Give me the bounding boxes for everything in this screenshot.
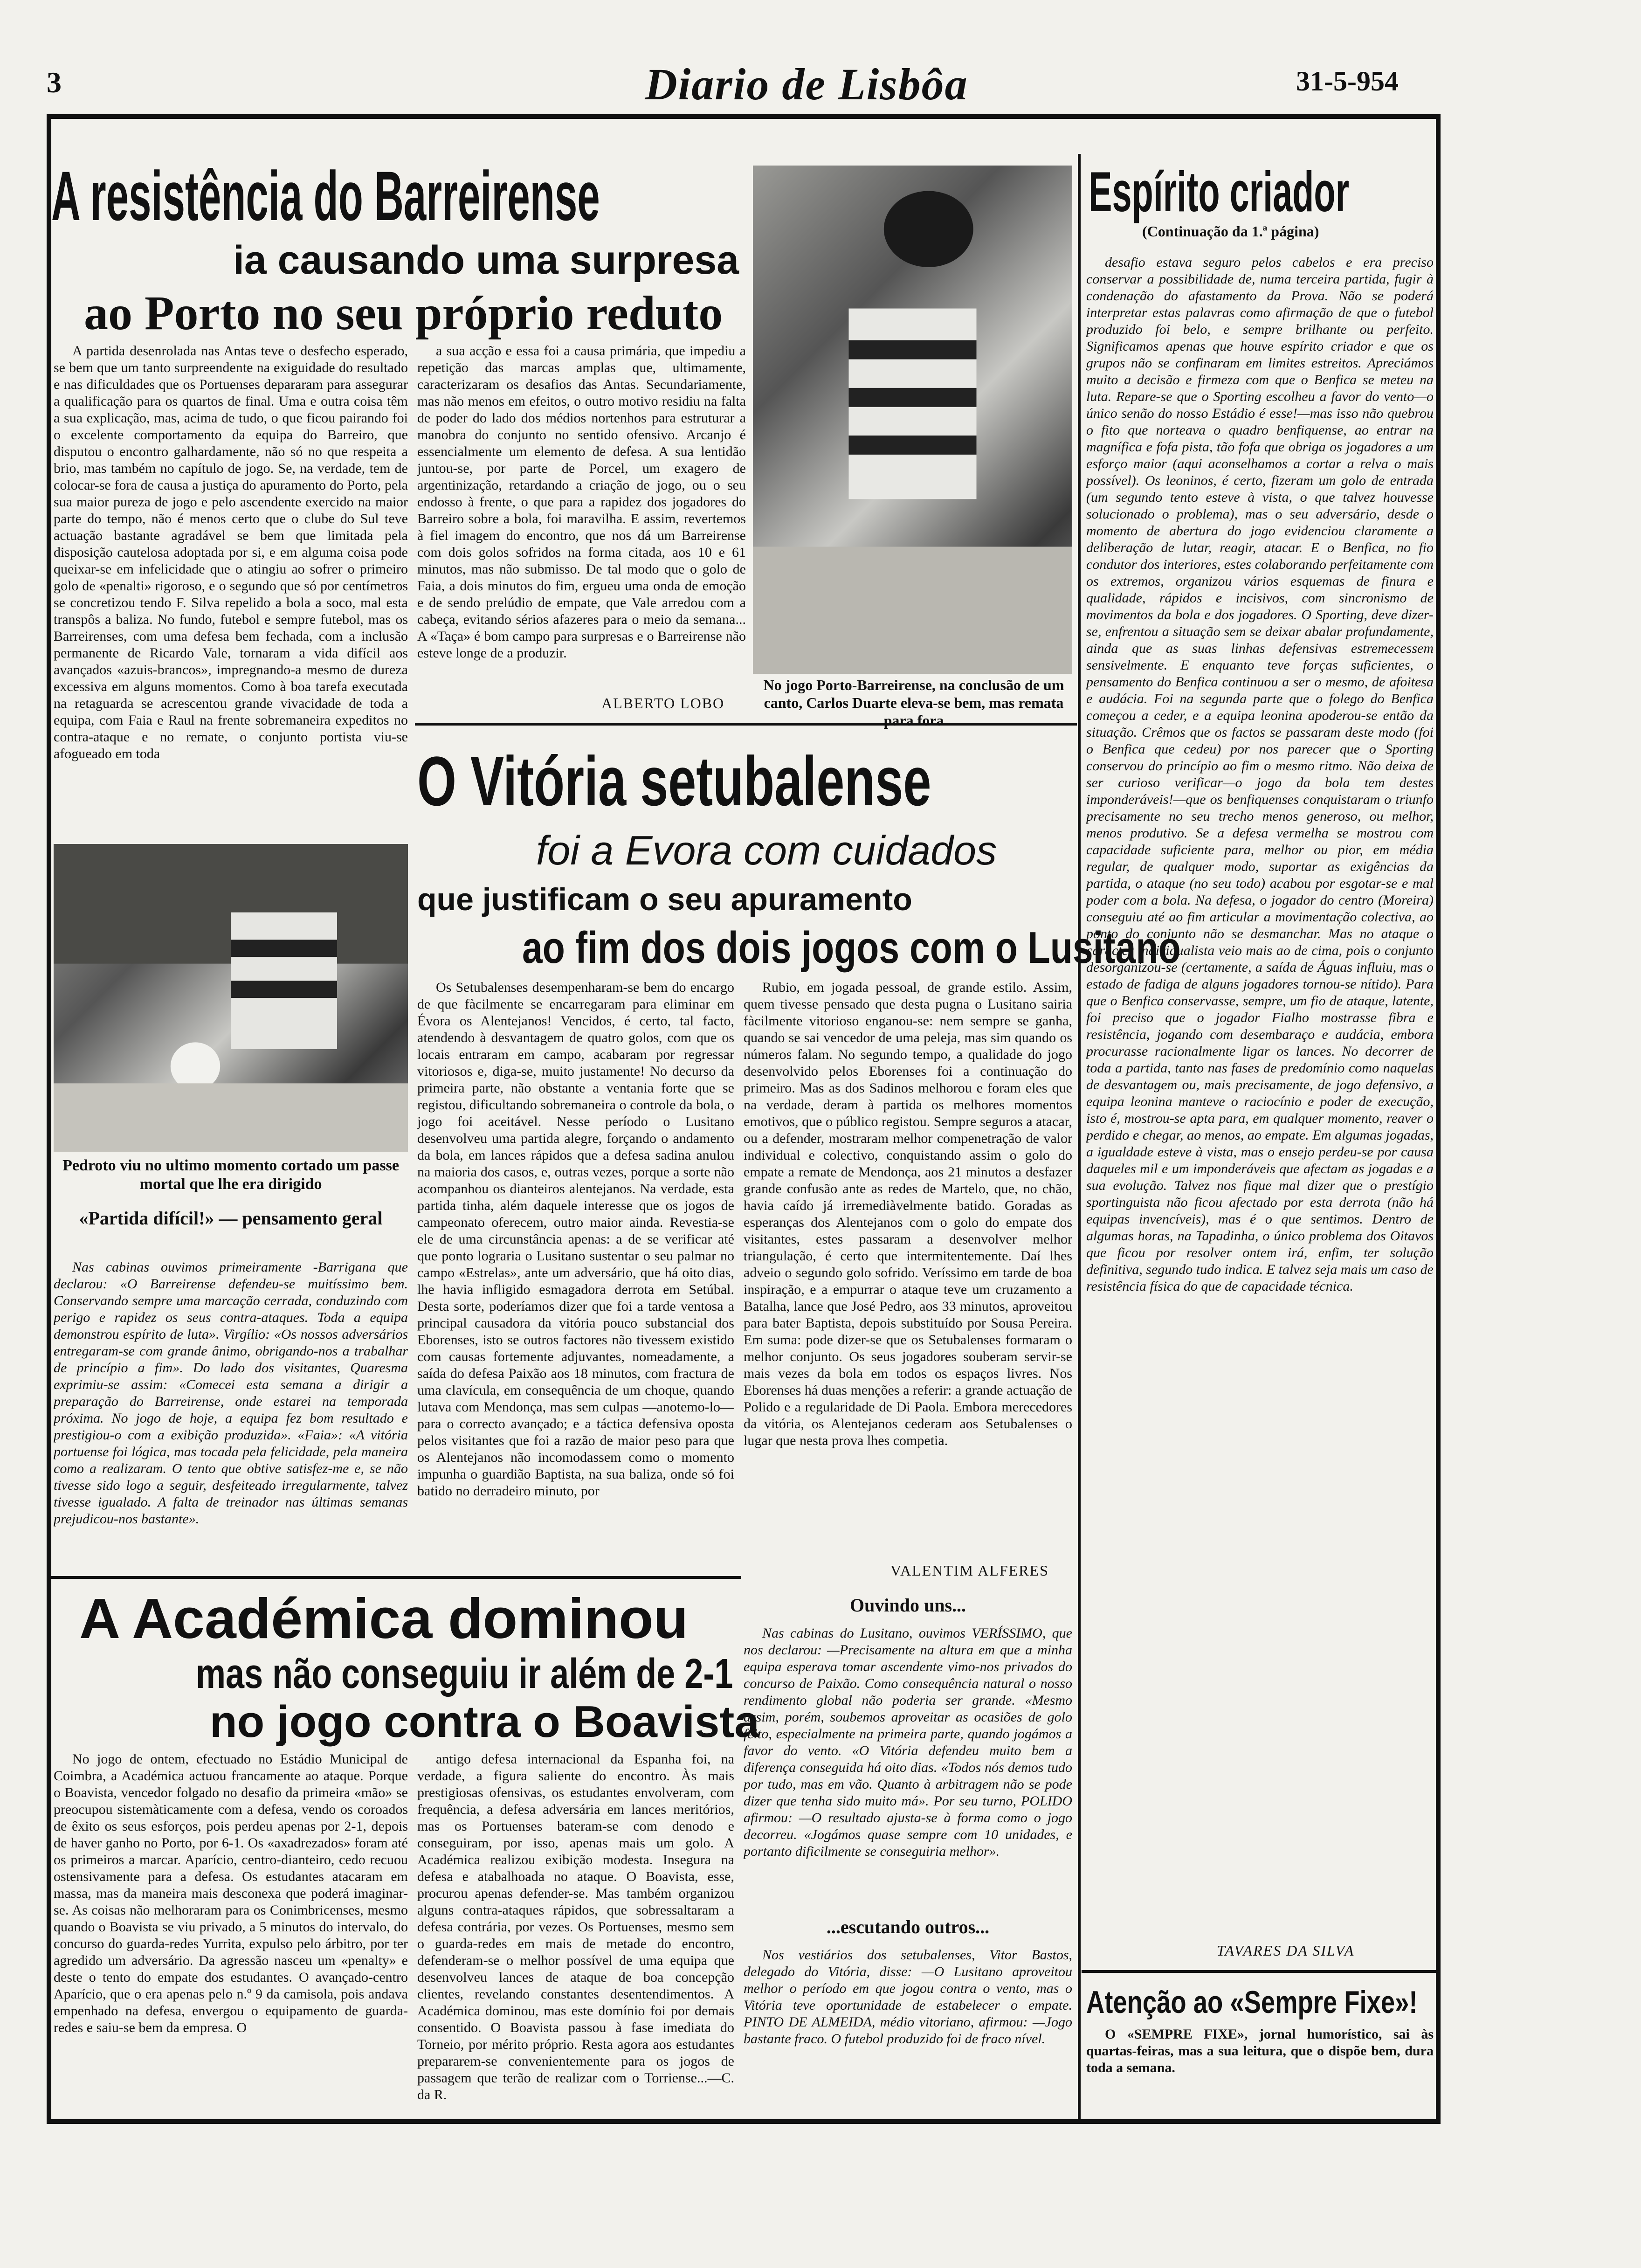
photo-shapes	[753, 166, 1072, 674]
subhead-boavista: no jogo contra o Boavista	[210, 1697, 759, 1747]
headline-sempre-fixe: Atenção ao «Sempre Fixe»!	[1086, 1984, 1418, 2020]
article-vitoria-col2: Rubio, em jogada pessoal, de grande estilo. Assim, quem tivesse pensado que desta pugna o Lusitano sairia fàcilmente vitorioso enganou-se: nem sempre se ganha, quando se sai vencedor de uma peleja, mas sim quando os números falam. No segundo tempo, a qualidade do jogo desenvolvido pelos Eborenses foi a continuação do primeiro. Mas as dos Sadinos melhorou e foram eles que na verdade, deram à partida os melhores momentos emotivos, que o público registou. Sempre seguros a atacar, ou a defender, mostraram melhor compenetração de valor individual e colectivo, conquistando assim o golo do empate a remate de Mendonça, aos 21 minutos a desfazer grande confusão ante as redes de Martelo, que, no chão, havia caído já irremediàvelmente batido. Goradas as esperanças dos Alentejanos com o golo do empate dos visitantes, estes passaram a desenvolver melhor triangulação, é certo que intermitentemente. Daí lhes adveio o segundo golo sofrido. Veríssimo em tarde de boa inspiração, e a empurrar o ataque teve um cruzamento a Batalha, lance que José Pedro, aos 33 minutos, aproveitou para bater Baptista, depois substituído por Sousa Pereira. Em suma: pode dizer-se que os Setubalenses formaram o melhor conjunto. Os seus jogadores souberam servir-se mais vezes da bola em todos os espaços livres. Nos Eborenses há duas menções a referir: a grande actuação de Polido e a regularidade de Di Paola. Embora merecedores da vitória, os Alentejanos cederam aos Setubalenses o lugar que nesta prova lhes competia.	[744, 980, 1072, 1448]
article-barreirense-col2: a sua acção e essa foi a causa primária, que impediu a repetição das marcas amplas que, ultimamente, caracterizaram os desafios das Antas. Secundariamente, mas não menos em efeitos, o outro motivo residiu na falta de poder do lado dos médios nortenhos para estruturar a manobra do conjunto no sentido ofensivo. Arcanjo é essencialmente um elemento de defesa. A sua lentidão juntou-se, por parte de Porcel, um exagero de argentinização, retardando a criação de jogo, ou o seu endosso à frente, o que para a rapidez dos jogadores do Barreiro sobre a bola, foi maravilha. E assim, revertemos à fiel imagem do encontro, que nos dá um Barreirense com dois golos sofridos na forma citada, aos 10 e 61 minutos, mas não submisso. De tal modo que o golo de Faia, a dois minutos do fim, ergueu uma onda de emoção e de sendo prelúdio de empate, que Vale arredou com a cabeça, evitando sérios afazeres para o meio da semana... A «Taça» é bom campo para surpresas e o Barreirense não esteve longe de a produzir.	[417, 343, 746, 661]
article-academica-col2: antigo defesa internacional da Espanha foi, na verdade, a figura saliente do encontro. Às mais prestigiosas ofensivas, os estudantes envolveram, com frequência, a defesa adversária em lances meritórios, mas os Portuenses bateram-se com denodo e conseguiram, por isso, apenas mais um golo. A Académica realizou exibição modesta. Insegura na defesa e atabalhoada no ataque. O Boavista, esse, procurou apenas defender-se. Mas também organizou alguns contra-ataques rápidos, que sobressaltaram a defesa contrária, por vezes. Os Portuenses, mesmo sem o guarda-redes em mais de metade do encontro, defenderam-se o melhor possível de uma equipa que desenvolveu lances de ataque de boa concepção clientes, revelando constantes desentendimentos. A Académica dominou, mas este domínio foi por demais consentido. O Boavista passou à fase imediata do Torneio, por mérito próprio. Resta agora aos estudantes prepararem-se convenientemente para os jogos de passagem que terão de realizar com o Torriense...—C. da R.	[417, 1751, 734, 2102]
sidebar-escutando-body: Nos vestiários dos setubalenses, Vitor Bastos, delegado do Vitória, disse: —O Lusitano aproveitou melhor o período em que jogou contra o vento, mas o Vitória teve oportunidade de estabelecer o empate. PINTO DE ALMEIDA, médio vitoriano, afirmou: —Jogo bastante fraco. O futebol produzido foi de fraco nível.	[744, 1947, 1072, 2047]
sidebar-ouvindo-uns-body: Nas cabinas do Lusitano, ouvimos VERÍSSIMO, que nos declarou: —Precisamente na altura em que a minha equipa esperava tomar ascendente vimo-nos privados do concurso de Paixão. Como consequência natural o nosso rendimento global não poderia ser grande. «Mesmo assim, porém, soubemos aproveitar as ocasiões de golo feito, especialmente na primeira parte, quando jogámos a favor do vento. «O Vitória defendeu muito bem a diferença conseguida há oito dias. «Todos nós demos tudo por tudo, mas em vão. Quanto à arbitragem não se pode dizer que tenha sido muito má». Por seu turno, POLIDO afirmou: —O resultado ajusta-se à forma como o jogo decorreu. «Jogámos quase sempre com 10 unidades, e portanto dificilmente se conseguiria melhor».	[744, 1625, 1072, 1859]
rule-above-notice	[1082, 1970, 1436, 1973]
headline-vitoria: O Vitória setubalense	[417, 742, 931, 820]
signature-tavares-da-silva: TAVARES DA SILVA	[1217, 1942, 1355, 1959]
signature-alberto-lobo: ALBERTO LOBO	[601, 695, 725, 712]
article-espirito-body: desafio estava seguro pelos cabelos e era preciso conservar a possibilidade de, numa terceira partida, fugir à condenação do afastamento da Prova. Não se poderá interpretar estas palavras como afirmação de que o futebol produzido foi belo, e sempre brilhante ou perfeito. Significamos apenas que houve espírito criador e que os grupos não se confinaram em limites estreitos. Apreciámos muito a decisão e firmeza com que o Benfica se meteu na luta. Repare-se que o Sporting escolheu a favor do vento—o único senão do nosso Estádio é esse!—mas isso não quebrou o fito que norteava o quadro benfiquense, ao entrar na magnífica e fofa pista, tão fofa que obriga os jogadores a um esforço maior (aqui aconselhamos a cortar a relva o mais possível). Os leoninos, é certo, fizeram um golo de entrada (um segundo tento esteve à vista, o que talvez houvesse solucionado o problema), mas o seu adversário, desde o momento de abertura do jogo evidenciou claramente a deliberação de lutar, reagir, atacar. E o Benfica, no fio condutor dos interiores, estes colaborando perfeitamente com os extremos, organizou vários esquemas de finura e qualidade, rápidos e incisivos, com sincronismo de movimentos da bola e dos jogadores. O Sporting, deve dizer-se, enfrentou a situação sem se deixar abalar profundamente, ainda que as suas linhas defensivas estremecessem sensivelmente. E enquanto teve forças suficientes, o pensamento do Benfica continuou a ser o mesmo, de afoitesa e audácia. Foi na segunda parte que o folego do Benfica começou a ceder, e a equipa leonina apoderou-se então da situação. Crêmos que os factos se passaram deste modo (foi o Benfica que cedeu) por nos parecer que o Sporting conservou do princípio ao fim o mesmo ritmo. Não deixa de ser curioso verificar—o jogo da bola tem destes imponderáveis!—que os benfiquenses conquistaram o triunfo precisamente no seu trecho menos generoso, ou melhor, menos produtivo. Se a defesa vermelha se mostrou com capacidade suficiente para, melhor ou pior, em média regular, de qualquer modo, suportar as exigências da partida, o ataque (no seu todo) acabou por esgotar-se e mal poder com a bola. Na defesa, o jogador do centro (Moreira) conseguiu até ao fim articular a movimentação colectiva, ao ponto do conjunto não se desmanchar. Mas no ataque o caracter individualista veio mais ao de cima, pois o conjunto desorganizou-se (certamente, a saída de Águas influiu, mas o estado de fadiga de alguns jogadores tornou-se nítido). Para que o Benfica conservasse, sempre, um fio de ataque, latente, foi preciso que o jogador Fialho mostrasse fibra e resistência, jogando com desembaraço e audácia, embora procurasse racionalmente ligar os lances. No decorrer de toda a partida, tanto nas fases de predomínio como naquelas de desvantagem ou, mais precisamente, de jogo defensivo, a equipa leonina manteve o raciocínio e poder de execução, isto é, mostrou-se apta para, em qualquer momento, reaver o perdido e chegar, ao menos, ao empate. Em algumas jogadas, a igualdade esteve à vista, mas o ensejo perdeu-se por causa daqueles mil e um imponderáveis que afectam as jogadas e a sua evolução. Talvez nos fique mal dizer que o prestígio sportinguista não ficou afectado por esta derrota (não há equipas invencíveis), mas é o que sentimos. Dentro de algumas horas, na Tapadinha, o único problema dos Oitavos que ficou por resolver ontem irá, enfim, ter solução definitiva, segundo tudo indica. E talvez seja mais um caso de resistência física do que de capacidade técnica.	[1086, 255, 1434, 1294]
headline-espirito-criador: Espírito criador	[1089, 160, 1350, 223]
sidebar-partida-dificil-title: «Partida difícil!» — pensamento geral	[79, 1208, 383, 1229]
page-number: 3	[47, 66, 62, 99]
caption-porto-barreirense: No jogo Porto-Barreirense, na conclusão de um canto, Carlos Duarte eleva-se bem, mas remata para fora	[763, 677, 1064, 729]
subhead-apuramento: que justificam o seu apuramento	[417, 882, 912, 917]
article-vitoria-col1: Os Setubalenses desempenharam-se bem do encargo de que fàcilmente se encarregaram para eliminar em Évora os Alentejanos! Vencidos, é certo, tal facto, atendendo à desvantagem de quatro golos, com que os locais entraram em campo, acabaram por regressar vitoriosos e, diga-se, muito justamente! No decurso da primeira parte, não obstante a ventania forte que se registou, dificultando sobremaneira o controle da bola, o jogo foi aceitável. Nesse período o Lusitano desenvolveu uma partida alegre, forçando o andamento da bola, em lances rápidos que a defesa sadina anulou na maioria dos casos, e, outras vezes, porque a sorte não acompanhou os dianteiros alentejanos. Na verdade, esta partida tinha, além daquele interesse que os jogos de campeonato oferecem, outro maior ainda. Revestia-se ele de uma circunstância apenas: a de se verificar até que ponto lograria o Lusitano sustentar o seu palmar no campo «Estrelas», ante um adversário, que há oito dias, lhe havia infligido esmagadora derrota em Setúbal. Desta sorte, poderíamos dizer que foi a tarde ventosa a principal causadora da vitória pouco substancial dos Eborenses, isto se outros factores não tivessem existido com causas fortemente adjuvantes, nomeadamente, a saída do defesa Paixão aos 18 minutos, com fractura de uma clavícula, em consequência de um choque, quando lutava com Mendonça, mas sem culpas —anotemo-lo—para o correcto avançado; e a táctica defensiva oposta pelos visitantes que foi a razão de maior peso para que os Alentejanos não incomodassem como o momento impunha o guardião Baptista, na sua baliza, onde só foi batido no derradeiro minuto, por	[417, 980, 734, 1499]
photo-pedroto	[54, 844, 408, 1152]
sidebar-partida-dificil-body: Nas cabinas ouvimos primeiramente -Barrigana que declarou: «O Barreirense defendeu-se muitíssimo bem. Conservando sempre uma marcação cerrada, conduzindo com perigo e rapidez os seus contra-ataques. Toda a equipa demonstrou espírito de luta». Virgílio: «Os nossos adversários entregaram-se com grande ânimo, obrigando-nos a trabalhar de princípio a fim». Do lado dos visitantes, Quaresma exprimiu-se assim: «Comecei esta semana a dirigir a preparação do Barreirense, onde estarei na temporada próxima. No jogo de hoje, a equipa fez bom resultado e prestigiou-o com a exibição produzida». «Faia»: «A vitória portuense foi lógica, mas tocada pela felicidade, pela maneira como a realizaram. O tento que obtive satisfez-me e, se não tivesse sido logo a seguir, desfeiteado irregularmente, talvez tivesse igualado. A falta de treinador nas últimas semanas prejudicou-nos bastante».	[54, 1259, 408, 1527]
masthead: Diario de Lisbôa	[645, 59, 968, 109]
subhead-academica: mas não conseguiu ir além de 2-1	[196, 1651, 733, 1697]
photo-porto-barreirense	[753, 166, 1072, 674]
subhead-surpresa: ia causando uma surpresa	[233, 238, 739, 283]
subhead-evora: foi a Evora com cuidados	[536, 827, 997, 873]
column-rule-right	[1078, 154, 1081, 2122]
headline-academica: A Académica dominou	[79, 1587, 689, 1650]
sidebar-escutando-title: ...escutando outros...	[826, 1916, 990, 1937]
subhead-reduto: ao Porto no seu próprio reduto	[84, 286, 723, 340]
sidebar-ouvindo-uns-title: Ouvindo uns...	[849, 1595, 966, 1616]
article-academica-col1: No jogo de ontem, efectuado no Estádio Municipal de Coimbra, a Académica actuou francamente ao ataque. Porque o Boavista, vencedor folgado no desafio da primeira «mão» se preocupou sistemàticamente com a defesa, vendo os coroados de êxito os seus esforços, pois perdeu apenas por 2-1, depois de haver ganho no Porto, por 6-1. Os «axadrezados» foram até os primeiros a marcar. Aparício, centro-dianteiro, cedo recuou ostensivamente para a defesa. Os estudantes atacaram em massa, mas da maneira mais desconexa que poderá imaginar-se. As coisas não melhoraram para os Conimbricenses, mesmo quando o Boavista se viu privado, a 5 minutos do intervalo, do concurso do guarda-redes Yurrita, expulso pelo árbitro, por ter agredido um adversário. Da agressão nasceu um «penalty» e deste o tento do empate dos estudantes. O avançado-centro Aparício, que o era apenas pelo n.º 9 da camisola, pois andava empenhado na defesa, envergou o equipamento de guarda-redes e saiu-se bem da empresa. O	[54, 1751, 408, 2035]
page-header	[0, 0, 1641, 112]
signature-valentim-alferes: VALENTIM ALFERES	[890, 1562, 1049, 1579]
continuation-note: (Continuação da 1.ª página)	[1142, 223, 1319, 240]
rule-above-academica	[51, 1576, 741, 1579]
article-barreirense-col1: A partida desenrolada nas Antas teve o desfecho esperado, se bem que um tanto surpreendente na exiguidade do resultado e nas dificuldades que os Portuenses depararam para assegurar a qualificação para os quartos de final. Uma e outra coisa têm a sua explicação, mas, acima de tudo, o que ficou pairando foi o excelente comportamento da equipa do Barreiro, que disputou o encontro galhardamente, não só no que respeita a brio, mas também no capítulo de jogo. Se, na verdade, tem de colocar-se fora de causa a justiça do apuramento do Porto, pela sua maior pureza de jogo e pelo ascendente exercido na maior parte do tempo, não é menos certo que o clube do Sul teve actuação bastante agradável se bem que limitada pela disposição cautelosa adoptada por si, e em alguma coisa pode queixar-se em infelicidade que o atingiu ao sofrer o primeiro golo de «penalti» rigoroso, e o segundo que só por centímetros se concretizou tendo F. Silva repelido a bola a soco, mal esta transpôs a baliza. No fundo, futebol e sempre futebol, mas os Barreirenses, com uma defesa bem fechada, com a inclusão permanente de Ricardo Vale, tornaram a vida difícil aos avançados «azuis-brancos», impregnando-a mesmo de dureza excessiva em alguns momentos. Como à boa tarefa executada na retaguarda se acrescentou grande vivacidade de toda a equipa, com Faia e Raul na frente sobremaneira expeditos no contra-ataque e no remate, o conjunto portista viu-se afogueado em toda	[54, 343, 408, 761]
headline-barreirense: A resistência do Barreirense	[51, 157, 600, 235]
notice-sempre-fixe-body: O «SEMPRE FIXE», jornal humorístico, sai às quartas-feiras, mas a sua leitura, que o dispõe bem, dura toda a semana.	[1086, 2026, 1434, 2075]
photo-shapes	[54, 844, 408, 1152]
issue-date: 31-5-954	[1296, 66, 1399, 97]
caption-pedroto: Pedroto viu no ultimo momento cortado um passe mortal que lhe era dirigido	[62, 1157, 399, 1193]
subhead-lusitano: ao fim dos dois jogos com o Lusitano	[522, 923, 1181, 973]
